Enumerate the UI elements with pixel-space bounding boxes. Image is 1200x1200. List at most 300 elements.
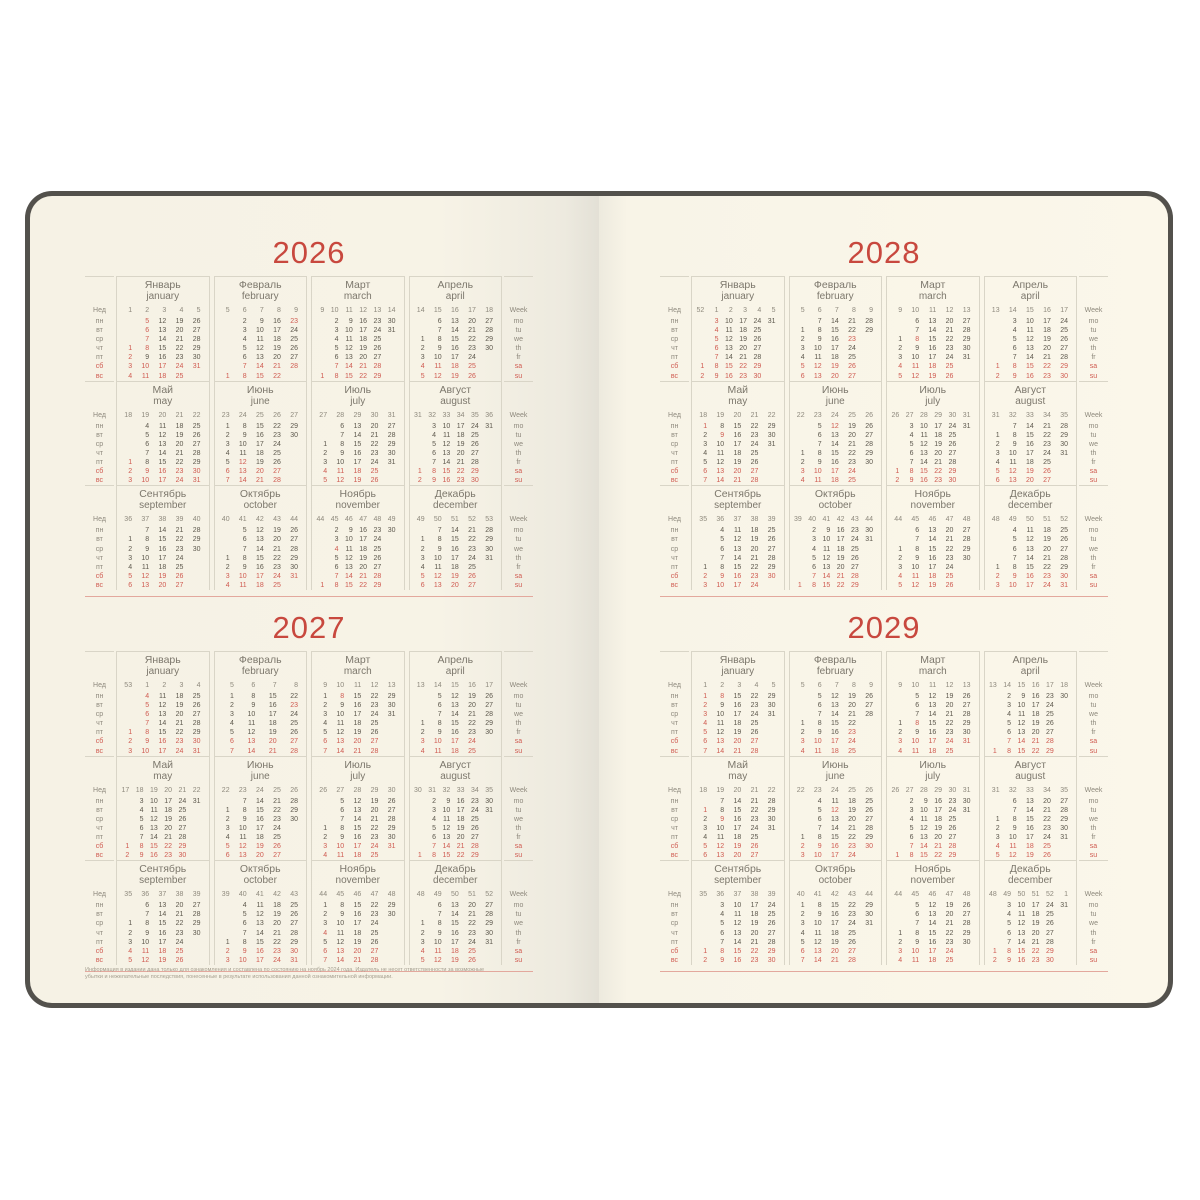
day-cell: 27 <box>750 468 759 476</box>
day-row <box>120 710 206 719</box>
week-number: 31 <box>991 786 1000 794</box>
day-cell: 14 <box>831 440 839 448</box>
day-cell: 15 <box>442 852 451 860</box>
day-cell: 30 <box>485 729 493 737</box>
week-number: 25 <box>256 411 264 419</box>
day-row <box>793 806 879 815</box>
day-cell: 15 <box>1017 747 1026 755</box>
day-row <box>695 806 781 815</box>
day-cell: 21 <box>175 911 184 919</box>
day-cell: 21 <box>370 815 379 823</box>
weekday-column-spacer <box>660 862 689 889</box>
week-number: 17 <box>121 786 130 794</box>
week-numbers-row <box>695 410 781 422</box>
day-cell: 24 <box>948 806 957 814</box>
week-numbers-row <box>988 305 1074 317</box>
day-cell: 31 <box>485 938 493 946</box>
week-number: 9 <box>320 307 325 314</box>
day-cell: 13 <box>813 372 822 380</box>
day-cell: 11 <box>716 720 725 728</box>
month-name <box>890 758 976 785</box>
day-cell: 19 <box>456 440 465 448</box>
day-cell: 23 <box>848 843 856 851</box>
day-row <box>890 326 976 335</box>
day-cell: 8 <box>720 422 725 430</box>
day-cell: 13 <box>451 902 459 910</box>
week-column-header: Week <box>509 786 528 794</box>
empty-day-cell <box>861 476 878 485</box>
day-cell: 24 <box>1045 702 1054 710</box>
day-row <box>695 545 781 554</box>
empty-day-cell <box>383 929 400 938</box>
weekday-label-column <box>504 276 533 381</box>
day-cell: 23 <box>468 345 476 353</box>
calendar-band <box>660 381 1108 486</box>
day-cell: 2 <box>323 702 328 710</box>
day-cell: 3 <box>128 477 133 485</box>
day-cell: 21 <box>945 536 954 544</box>
day-cell: 12 <box>141 956 150 964</box>
day-cell: 27 <box>865 815 873 823</box>
weekday-label-fr: fr <box>1091 563 1096 571</box>
day-row <box>988 956 1074 965</box>
empty-day-cell <box>191 851 205 860</box>
week-numbers-row <box>890 305 976 317</box>
day-row <box>315 317 401 326</box>
empty-day-cell <box>315 815 332 824</box>
empty-day-cell <box>695 919 712 928</box>
day-cell: 15 <box>831 720 839 728</box>
day-cell: 1 <box>225 938 230 946</box>
month-name-en: november <box>335 875 380 887</box>
empty-day-cell <box>481 362 498 371</box>
day-cell: 5 <box>898 581 903 589</box>
day-cell: 9 <box>817 911 822 919</box>
day-row <box>890 458 976 467</box>
day-row <box>695 797 781 806</box>
day-cell: 3 <box>1007 902 1011 910</box>
day-cell: 24 <box>848 920 856 928</box>
week-number: 5 <box>229 681 234 689</box>
day-cell: 31 <box>962 738 971 746</box>
week-numbers-row <box>793 785 879 797</box>
day-cell: 4 <box>720 911 725 919</box>
day-cell: 10 <box>141 477 150 485</box>
day-row <box>988 317 1074 326</box>
empty-day-cell <box>988 526 1005 535</box>
day-row <box>218 372 304 381</box>
day-cell: 6 <box>720 929 725 937</box>
day-cell: 1 <box>125 843 130 851</box>
day-cell: 11 <box>920 431 928 439</box>
day-cell: 19 <box>158 572 167 580</box>
day-cell: 23 <box>175 354 184 362</box>
weekday-label-пн: пн <box>670 797 679 805</box>
day-row <box>793 797 879 806</box>
empty-day-cell <box>315 335 329 344</box>
empty-day-cell <box>120 317 137 326</box>
day-cell: 8 <box>437 536 442 544</box>
empty-day-cell <box>120 815 134 824</box>
day-cell: 25 <box>750 834 759 841</box>
day-cell: 12 <box>831 422 839 430</box>
day-row <box>695 335 781 344</box>
day-row <box>218 910 304 919</box>
day-cell: 25 <box>175 947 184 955</box>
day-row <box>315 422 401 431</box>
day-cell: 8 <box>242 554 247 562</box>
day-cell: 8 <box>340 440 345 448</box>
month-december-2027 <box>409 860 503 965</box>
month-name-ru: Ноябрь <box>339 488 376 501</box>
day-cell: 6 <box>323 738 328 746</box>
day-cell: 23 <box>290 702 298 710</box>
day-cell: 16 <box>256 947 264 955</box>
empty-day-cell <box>961 824 975 833</box>
empty-day-cell <box>861 467 878 476</box>
day-cell: 22 <box>750 806 759 814</box>
month-name <box>890 278 976 305</box>
day-cell: 29 <box>948 852 957 860</box>
day-cell: 28 <box>485 911 493 919</box>
day-cell: 12 <box>451 692 459 700</box>
day-cell: 23 <box>370 449 379 457</box>
day-row <box>218 806 304 815</box>
day-cell: 4 <box>128 372 133 380</box>
day-cell: 7 <box>229 747 234 755</box>
week-number: 48 <box>373 516 382 524</box>
day-cell: 25 <box>865 797 873 805</box>
week-column-header: Нед <box>668 891 681 899</box>
empty-day-cell <box>988 938 1002 947</box>
weekday-label-ср: ср <box>670 336 679 344</box>
day-cell: 2 <box>128 929 133 937</box>
empty-day-cell <box>188 581 205 590</box>
weekday-label-вс: вс <box>670 477 679 485</box>
day-cell: 16 <box>273 318 281 325</box>
week-number: 42 <box>836 516 845 524</box>
day-cell: 21 <box>848 440 856 448</box>
weekday-label-sa: sa <box>1089 738 1098 746</box>
day-cell: 26 <box>865 422 873 430</box>
day-cell: 5 <box>229 729 234 737</box>
week-number: 46 <box>928 516 937 524</box>
day-cell: 10 <box>336 843 345 851</box>
day-cell: 3 <box>703 581 708 589</box>
week-number: 33 <box>456 786 465 794</box>
day-cell: 5 <box>334 554 339 562</box>
day-cell: 22 <box>370 692 379 700</box>
month-january-2029 <box>691 651 785 756</box>
empty-day-cell <box>386 581 400 590</box>
day-cell: 1 <box>898 929 903 937</box>
month-june-2026 <box>214 381 308 486</box>
day-cell: 13 <box>831 702 839 710</box>
week-number: 1 <box>703 681 708 689</box>
month-may-2028 <box>691 381 785 486</box>
month-name-en: january <box>146 665 180 677</box>
day-cell: 19 <box>256 843 264 851</box>
month-name <box>218 278 304 305</box>
month-name <box>315 383 401 410</box>
day-cell: 23 <box>750 956 759 964</box>
day-cell: 21 <box>934 843 942 851</box>
day-cell: 21 <box>945 327 954 335</box>
week-number: 31 <box>413 411 422 419</box>
week-number: 26 <box>891 411 900 419</box>
day-cell: 23 <box>848 336 856 344</box>
day-cell: 22 <box>175 920 184 928</box>
weekday-label-вт: вт <box>96 536 103 544</box>
day-cell: 5 <box>225 843 230 851</box>
day-cell: 11 <box>814 929 822 937</box>
empty-day-cell <box>958 372 975 381</box>
day-cell: 17 <box>1026 834 1034 841</box>
day-cell: 21 <box>273 363 281 371</box>
weekday-label-вс: вс <box>95 956 104 964</box>
day-cell: 23 <box>468 545 476 553</box>
empty-day-cell <box>315 563 329 572</box>
day-cell: 26 <box>962 902 971 910</box>
month-november-2026 <box>311 485 405 590</box>
day-row <box>988 842 1074 851</box>
day-row <box>890 431 976 440</box>
month-october-2027 <box>214 860 308 965</box>
day-cell: 16 <box>158 545 167 553</box>
day-cell: 18 <box>733 720 742 728</box>
day-cell: 20 <box>451 581 459 589</box>
day-cell: 25 <box>273 581 281 589</box>
week-number: 40 <box>808 516 816 524</box>
day-cell: 14 <box>344 572 353 580</box>
day-row <box>218 833 304 842</box>
day-cell: 3 <box>323 843 328 851</box>
month-name-ru: Декабрь <box>434 488 476 501</box>
day-row <box>695 581 781 590</box>
day-row <box>413 728 499 737</box>
day-cell: 13 <box>733 929 742 937</box>
empty-day-cell <box>286 833 303 842</box>
day-cell: 22 <box>273 422 281 430</box>
empty-day-cell <box>413 701 430 710</box>
day-cell: 28 <box>192 720 201 728</box>
day-cell: 22 <box>934 468 942 476</box>
week-number: 36 <box>485 411 493 419</box>
day-row <box>413 806 499 815</box>
day-cell: 25 <box>470 815 479 823</box>
week-column-header: Week <box>1084 516 1103 524</box>
day-cell: 25 <box>468 563 476 571</box>
month-name-ru: Июнь <box>821 758 849 771</box>
day-cell: 28 <box>962 711 971 719</box>
empty-day-cell <box>763 747 780 756</box>
day-row <box>988 919 1074 928</box>
day-cell: 3 <box>420 738 425 746</box>
empty-day-cell <box>1056 467 1073 476</box>
empty-day-cell <box>386 344 400 353</box>
month-name <box>695 383 781 410</box>
empty-day-cell <box>315 326 329 335</box>
day-cell: 30 <box>767 431 776 439</box>
day-cell: 20 <box>164 824 172 832</box>
day-cell: 7 <box>720 797 725 805</box>
week-number: 43 <box>848 891 856 899</box>
day-row <box>413 572 499 581</box>
month-july-2029 <box>886 756 980 861</box>
week-number: 14 <box>416 307 425 314</box>
day-cell: 23 <box>1043 572 1051 580</box>
day-row <box>793 938 879 947</box>
day-cell: 5 <box>909 440 914 448</box>
day-cell: 26 <box>273 459 281 467</box>
month-june-2027 <box>214 756 308 861</box>
day-cell: 3 <box>800 468 805 476</box>
day-cell: 4 <box>1007 911 1011 919</box>
week-number: 3 <box>162 307 167 314</box>
day-cell: 3 <box>128 363 133 371</box>
day-cell: 10 <box>238 572 247 580</box>
day-cell: 23 <box>934 477 942 485</box>
day-row <box>120 701 206 710</box>
empty-day-cell <box>695 545 712 554</box>
day-cell: 24 <box>750 581 759 589</box>
day-cell: 23 <box>750 702 759 710</box>
day-cell: 3 <box>800 345 805 353</box>
day-cell: 25 <box>1043 843 1051 851</box>
week-number: 29 <box>353 411 362 419</box>
day-row <box>315 353 401 362</box>
day-cell: 14 <box>822 572 831 580</box>
month-name-en: october <box>818 875 852 887</box>
weekday-label-сб: сб <box>95 738 104 746</box>
weekday-label-we: we <box>514 815 523 823</box>
day-cell: 26 <box>753 336 762 344</box>
day-cell: 25 <box>848 929 856 937</box>
day-cell: 19 <box>928 372 937 380</box>
day-cell: 28 <box>865 318 873 325</box>
weekday-label-column <box>85 756 114 861</box>
day-cell: 21 <box>273 545 281 553</box>
day-cell: 21 <box>945 711 954 719</box>
day-cell: 8 <box>242 938 247 946</box>
empty-day-cell <box>988 353 1005 362</box>
day-cell: 17 <box>451 354 459 362</box>
week-number: 11 <box>929 307 937 314</box>
day-cell: 28 <box>1060 554 1068 562</box>
day-cell: 10 <box>919 806 928 814</box>
month-name <box>120 653 206 680</box>
day-cell: 7 <box>242 797 247 805</box>
day-cell: 2 <box>242 318 247 325</box>
day-cell: 20 <box>1031 729 1040 737</box>
day-cell: 16 <box>451 345 459 353</box>
day-row <box>413 929 499 938</box>
day-row <box>413 563 499 572</box>
day-row <box>793 833 879 842</box>
day-cell: 15 <box>353 692 362 700</box>
day-cell: 30 <box>192 738 201 746</box>
day-cell: 12 <box>716 729 725 737</box>
day-cell: 15 <box>344 372 353 380</box>
weekday-label-пн: пн <box>95 797 104 805</box>
day-row <box>120 842 206 851</box>
day-cell: 18 <box>848 797 856 805</box>
day-cell: 8 <box>432 468 436 476</box>
week-number: 2 <box>728 307 733 314</box>
empty-day-cell <box>218 919 235 928</box>
day-cell: 5 <box>898 372 903 380</box>
day-cell: 17 <box>353 711 362 719</box>
day-cell: 4 <box>703 834 708 841</box>
day-row <box>988 737 1074 746</box>
day-row <box>120 815 206 824</box>
weekday-label-пн: пн <box>670 527 679 535</box>
day-cell: 27 <box>750 738 759 746</box>
week-number: 53 <box>124 681 133 689</box>
day-cell: 21 <box>1031 938 1040 946</box>
empty-day-cell <box>988 545 1005 554</box>
weekday-label-вс: вс <box>95 852 104 860</box>
day-cell: 26 <box>750 729 759 737</box>
day-cell: 27 <box>290 536 298 544</box>
day-cell: 29 <box>387 440 396 448</box>
day-row <box>413 833 499 842</box>
empty-day-cell <box>793 545 807 554</box>
open-pages-spread <box>30 196 1168 1003</box>
weekday-label-tu: tu <box>1090 536 1097 544</box>
week-number: 32 <box>1008 786 1017 794</box>
day-cell: 10 <box>247 711 256 719</box>
weekday-label-чт: чт <box>96 554 103 562</box>
day-cell: 10 <box>1008 581 1017 589</box>
week-number: 45 <box>330 516 339 524</box>
week-column-header: Week <box>1084 891 1103 899</box>
day-cell: 24 <box>1043 449 1051 457</box>
day-cell: 28 <box>865 824 873 832</box>
month-name <box>413 487 499 514</box>
day-cell: 20 <box>1043 545 1051 553</box>
day-cell: 14 <box>813 956 822 964</box>
day-row <box>988 910 1074 919</box>
day-cell: 20 <box>370 806 379 814</box>
day-cell: 3 <box>229 711 234 719</box>
day-cell: 17 <box>831 852 839 860</box>
empty-day-cell <box>988 728 1002 737</box>
day-row <box>793 362 879 371</box>
empty-day-cell <box>386 372 400 381</box>
day-cell: 29 <box>767 806 776 814</box>
day-cell: 6 <box>437 318 442 325</box>
empty-day-cell <box>988 901 1002 910</box>
day-cell: 9 <box>432 477 436 485</box>
day-cell: 30 <box>948 477 957 485</box>
day-cell: 7 <box>1012 422 1017 430</box>
day-cell: 18 <box>256 581 264 589</box>
day-row <box>315 797 401 806</box>
day-row <box>890 824 976 833</box>
day-cell: 6 <box>817 815 822 823</box>
day-cell: 9 <box>720 956 725 964</box>
week-number: 42 <box>273 891 281 899</box>
day-cell: 22 <box>848 327 856 335</box>
day-cell: 29 <box>192 920 201 928</box>
day-cell: 18 <box>739 327 747 335</box>
day-cell: 11 <box>814 747 822 755</box>
day-cell: 4 <box>145 692 150 700</box>
day-cell: 10 <box>238 440 247 448</box>
day-cell: 5 <box>420 956 425 964</box>
day-cell: 3 <box>225 956 230 964</box>
